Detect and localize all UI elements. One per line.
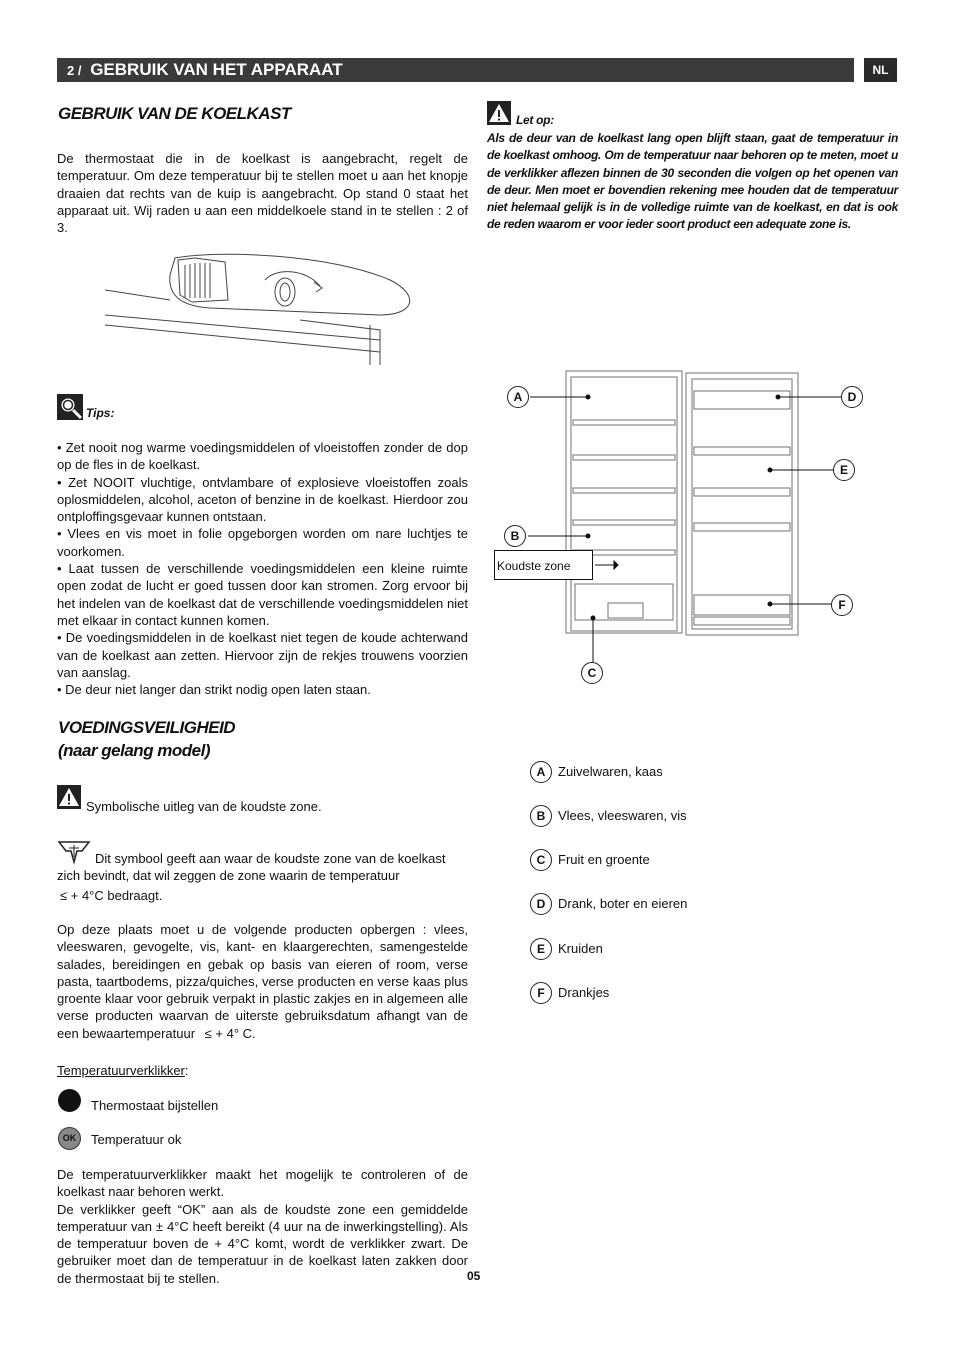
legend-text: Vlees, vleeswaren, vis — [558, 808, 687, 823]
koelkast-paragraph: De thermostaat die in de koelkast is aangebracht, regelt de temperatuur. Om deze temperatuur bij te stellen moet u aan het knopje draaien dat rechts van de kuip is aangebracht. Op stand 0 staat het apparaat uit. Wij raden u aan een middelkoele stand in te stellen : 2 of 3. — [57, 151, 468, 236]
legend-text: Drank, boter en eieren — [558, 896, 688, 911]
page-number: 05 — [467, 1269, 481, 1283]
letop-label: Let op: — [516, 113, 554, 127]
legend-letter: F — [530, 982, 552, 1004]
marker-c: C — [581, 662, 603, 684]
section-title: GEBRUIK VAN HET APPARAAT — [90, 60, 343, 79]
tip-item: • Vlees en vis moet in folie opgeborgen worden om nare luchtjes te voorkomen. — [57, 526, 468, 559]
marker-b: B — [504, 525, 526, 547]
legend-text: Fruit en groente — [558, 852, 650, 867]
warning-icon — [57, 785, 81, 809]
legend-text: Drankjes — [558, 985, 610, 1000]
indicator-explanation-2: De verklikker geeft “OK” aan als de koudste zone een gemiddelde temperatuur van ± 4°C heeft bereikt (4 uur na de inwerkingstelling). Als de temperatuur boven de + 4°C komt, wordt de verklikker zwart. De gebruiker moet dan de temperatuur in de koelkast laten zakken door de thermostaat bij te stellen. — [57, 1201, 468, 1286]
temperature-ok-text: Temperatuur ok — [91, 1132, 182, 1147]
tip-item: • Laat tussen de verschillende voedingsmiddelen een kleine ruimte open zodat de lucht er goed tussen door kan stromen. Zorg ervoor bij het indelen van de koelkast dat de verschillende voedingsmiddelen niet met elkaar in contact kunnen komen. — [57, 561, 468, 628]
indicator-explanation-1: De temperatuurverklikker maakt het mogelijk te controleren of de koelkast naar behoren werkt. — [57, 1167, 468, 1200]
store-temperature: ≤ + 4° C. — [204, 1025, 256, 1041]
legend-item — [530, 848, 650, 872]
legend-text: Kruiden — [558, 941, 603, 956]
symbol-explanation: Symbolische uitleg van de koudste zone. — [86, 799, 322, 814]
legend-letter: B — [530, 805, 552, 827]
indicator-label: Temperatuurverklikker — [57, 1063, 185, 1078]
tip-item: • De deur niet langer dan strikt nodig open laten staan. — [57, 682, 371, 698]
letop-text: Als de deur van de koelkast lang open blijft staan, gaat de temperatuur in de koelkast omhoog. Om de temperatuur naar behoren op te meten, moet u de verklikker aflezen binnen de 30 seconden die volgen op het openen van de deur. Men moet er bovendien rekening mee houden dat de temperatuur niet helemaal gelijk is in de volledige ruimte van de koelkast, en dat is ook de reden waarom er voor ieder soort product een adequate zone is. — [487, 131, 898, 232]
legend-item — [530, 804, 687, 828]
thermostat-adjust-text: Thermostaat bijstellen — [91, 1098, 219, 1113]
coldest-zone-label: Koudste zone — [494, 550, 593, 580]
section-number: 2 / — [67, 63, 82, 78]
ok-indicator-icon: OK — [58, 1127, 81, 1150]
koelkast-heading: GEBRUIK VAN DE KOELKAST — [58, 104, 291, 123]
legend-letter: C — [530, 849, 552, 871]
legend-text: Zuivelwaren, kaas — [558, 764, 663, 779]
marker-e: E — [833, 459, 855, 481]
voedsel-heading-line2: (naar gelang model) — [58, 741, 211, 760]
store-text: Op deze plaats moet u de volgende producten opbergen : vlees, vleeswaren, gevogelte, vis, kant- en klaargerechten, samengestelde salades, bereidingen en gebak op basis van eieren of room, verse pasta, taartbodems, pizza/quiches, verse producten en verse kaas plus groente klaar voor gebruik verpakt in plastic zakjes en in algemeen alle verse producten waarvan de uiterste gebruiksdatum afhangt van de een bewaartemperatuur — [57, 922, 468, 1041]
indicator-explanation — [57, 1166, 468, 1287]
legend-item — [530, 981, 609, 1005]
store-instructions — [57, 921, 468, 1042]
tips-label: Tips: — [86, 406, 115, 420]
thermostat-illustration — [100, 240, 430, 370]
legend-letter: D — [530, 893, 552, 915]
marker-d: D — [841, 386, 863, 408]
magnifier-icon — [57, 394, 83, 420]
marker-f: F — [831, 594, 853, 616]
legend-letter: A — [530, 761, 552, 783]
language-badge: NL — [864, 58, 897, 82]
marker-a: A — [507, 386, 529, 408]
tips-list — [57, 439, 468, 698]
black-indicator-icon — [58, 1089, 81, 1112]
indicator-colon: : — [184, 1063, 189, 1078]
legend-item — [530, 892, 687, 916]
indicator-heading — [57, 1062, 189, 1079]
tip-item: • Zet nooit nog warme voedingsmiddelen of vloeistoffen zonder de dop op de fles in de koelkast. — [57, 440, 468, 473]
voedsel-heading-line1: VOEDINGSVEILIGHEID — [58, 718, 236, 737]
fridge-diagram — [500, 355, 870, 690]
legend-letter: E — [530, 938, 552, 960]
section-header-bar — [57, 58, 854, 82]
legend-item — [530, 937, 603, 961]
zone-temperature: ≤ + 4°C bedraagt. — [60, 888, 163, 903]
tip-item: • De voedingsmiddelen in de koelkast niet tegen de koude achterwand van de koelkast aan zetten. Hiervoor zijn de rekjes trouwens voorzien van aanslag. — [57, 630, 468, 680]
legend-item — [530, 760, 663, 784]
warning-icon — [487, 101, 511, 125]
tip-item: • Zet NOOIT vluchtige, ontvlambare of explosieve vloeistoffen zoals oplosmiddelen, alcohol, aceton of benzine in de koelkast. Hierdoor zou ontploffingsgevaar kunnen ontstaan. — [57, 474, 468, 525]
zone-explanation: Dit symbool geeft aan waar de koudste zone van de koelkast zich bevindt, dat wil zeggen de zone waarin de temperatuur — [57, 851, 446, 884]
